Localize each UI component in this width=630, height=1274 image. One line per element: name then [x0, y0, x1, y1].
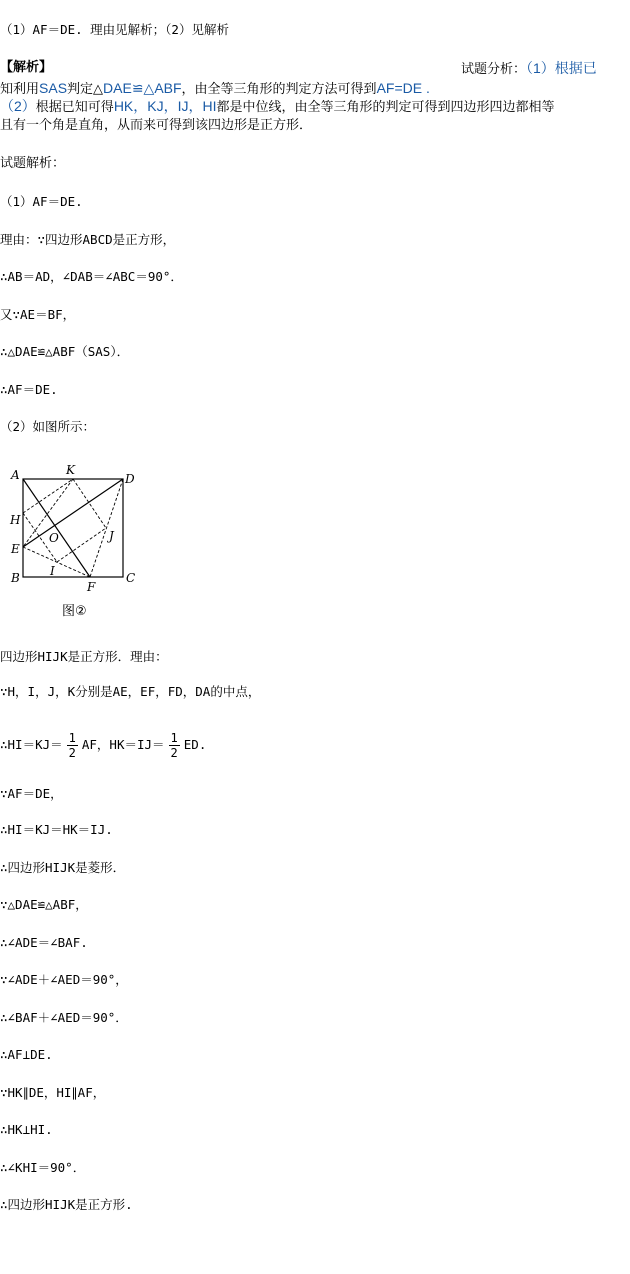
solution-q13: ∴HK⊥HI.	[0, 1122, 53, 1137]
solution-q15: ∴四边形HIJK是正方形.	[0, 1197, 133, 1212]
solution-q12: ∵HK∥DE，HI∥AF，	[0, 1085, 106, 1100]
solution-p6: ∴AF＝DE.	[0, 382, 58, 397]
solution-q9: ∵∠ADE＋∠AED＝90°，	[0, 972, 128, 987]
solution-title: 试题解析：	[0, 156, 66, 171]
analysis-line1-post: ，由全等三角形的判定方法可得到	[181, 82, 377, 97]
analysis-line-1	[0, 80, 430, 98]
solution-q10: ∴∠BAF＋∠AED＝90°．	[0, 1010, 128, 1025]
analysis-line2-num: （2）	[0, 98, 36, 114]
fraction1-denominator: 2	[68, 746, 76, 760]
geometry-figure	[0, 460, 150, 600]
analysis-line1-tri: DAE≌△ABF	[103, 80, 182, 96]
analysis-line-3: 且有一个角是直角，从而来可得到该四边形是正方形．	[0, 118, 313, 133]
q3-part-b: AF，HK＝IJ＝	[81, 737, 165, 752]
label-h: H	[10, 513, 21, 527]
analysis-line2-pre: 根据已知可得	[35, 100, 114, 115]
label-f: F	[87, 580, 96, 594]
fraction-half-2	[169, 731, 180, 760]
solution-q2: ∵H，I，J，K分别是AE，EF，FD，DA的中点，	[0, 684, 261, 699]
analysis-line-2	[0, 98, 555, 116]
label-d: D	[125, 472, 135, 486]
analysis-line1-mid: 判定△	[67, 82, 104, 97]
fraction2-numerator: 1	[170, 731, 178, 745]
solution-q14: ∴∠KHI＝90°．	[0, 1160, 86, 1175]
solution-q1: 四边形HIJK是正方形．理由：	[0, 649, 168, 664]
label-a: A	[11, 468, 20, 482]
solution-p5: ∴△DAE≌△ABF（SAS）．	[0, 344, 130, 359]
analysis-line1-pre: 知利用	[0, 82, 40, 97]
label-b: B	[11, 571, 20, 585]
solution-q8: ∴∠ADE＝∠BAF.	[0, 935, 88, 950]
solution-q3	[0, 726, 206, 764]
dashed-kj	[73, 479, 106, 528]
fraction2-denominator: 2	[170, 746, 178, 760]
label-k: K	[66, 463, 75, 477]
solution-q7: ∵△DAE≌△ABF，	[0, 897, 88, 912]
solution-p3: ∴AB＝AD，∠DAB＝∠ABC＝90°．	[0, 269, 183, 284]
solution-p4: 又∵AE＝BF，	[0, 307, 76, 322]
dashed-df	[90, 479, 123, 577]
answer-line: （1）AF＝DE. 理由见解析；（2）见解析	[0, 22, 229, 37]
fraction1-numerator: 1	[68, 731, 76, 745]
analysis-line1-sas: SAS	[39, 80, 68, 96]
solution-q11: ∴AF⊥DE.	[0, 1047, 53, 1062]
label-j: J	[109, 529, 114, 543]
solution-q6: ∴四边形HIJK是菱形．	[0, 860, 126, 875]
square-abcd	[23, 479, 123, 577]
analysis-line1-res: AF=DE .	[376, 80, 430, 96]
solution-p1: （1）AF＝DE.	[0, 194, 83, 209]
label-e: E	[11, 542, 20, 556]
solution-q5: ∴HI＝KJ＝HK＝IJ.	[0, 822, 113, 837]
dashed-ij	[57, 528, 106, 562]
q3-part-c: ED.	[183, 737, 207, 752]
solution-q4: ∵AF＝DE，	[0, 786, 63, 801]
analysis-tag: 【解析】	[0, 60, 53, 75]
label-i: I	[50, 564, 55, 578]
dashed-hk	[23, 479, 73, 513]
analysis-head-label: 试题分析：	[461, 62, 527, 77]
fraction-half-1	[67, 731, 78, 760]
solution-p2: 理由：∵四边形ABCD是正方形，	[0, 232, 176, 247]
label-o: O	[49, 531, 59, 545]
analysis-line2-segs: HK，KJ，IJ，HI	[113, 98, 217, 114]
solution-p7: （2）如图所示：	[0, 419, 96, 434]
analysis-line2-post: 都是中位线，由全等三角形的判定可得到四边形四边都相等	[216, 100, 555, 115]
analysis-head-tail: （1）根据已	[526, 60, 597, 76]
figure-caption: 图②	[62, 604, 87, 619]
segment-de	[23, 479, 123, 547]
label-c: C	[126, 571, 136, 585]
analysis-head	[461, 60, 597, 78]
q3-part-a: ∴HI＝KJ＝	[0, 737, 63, 752]
